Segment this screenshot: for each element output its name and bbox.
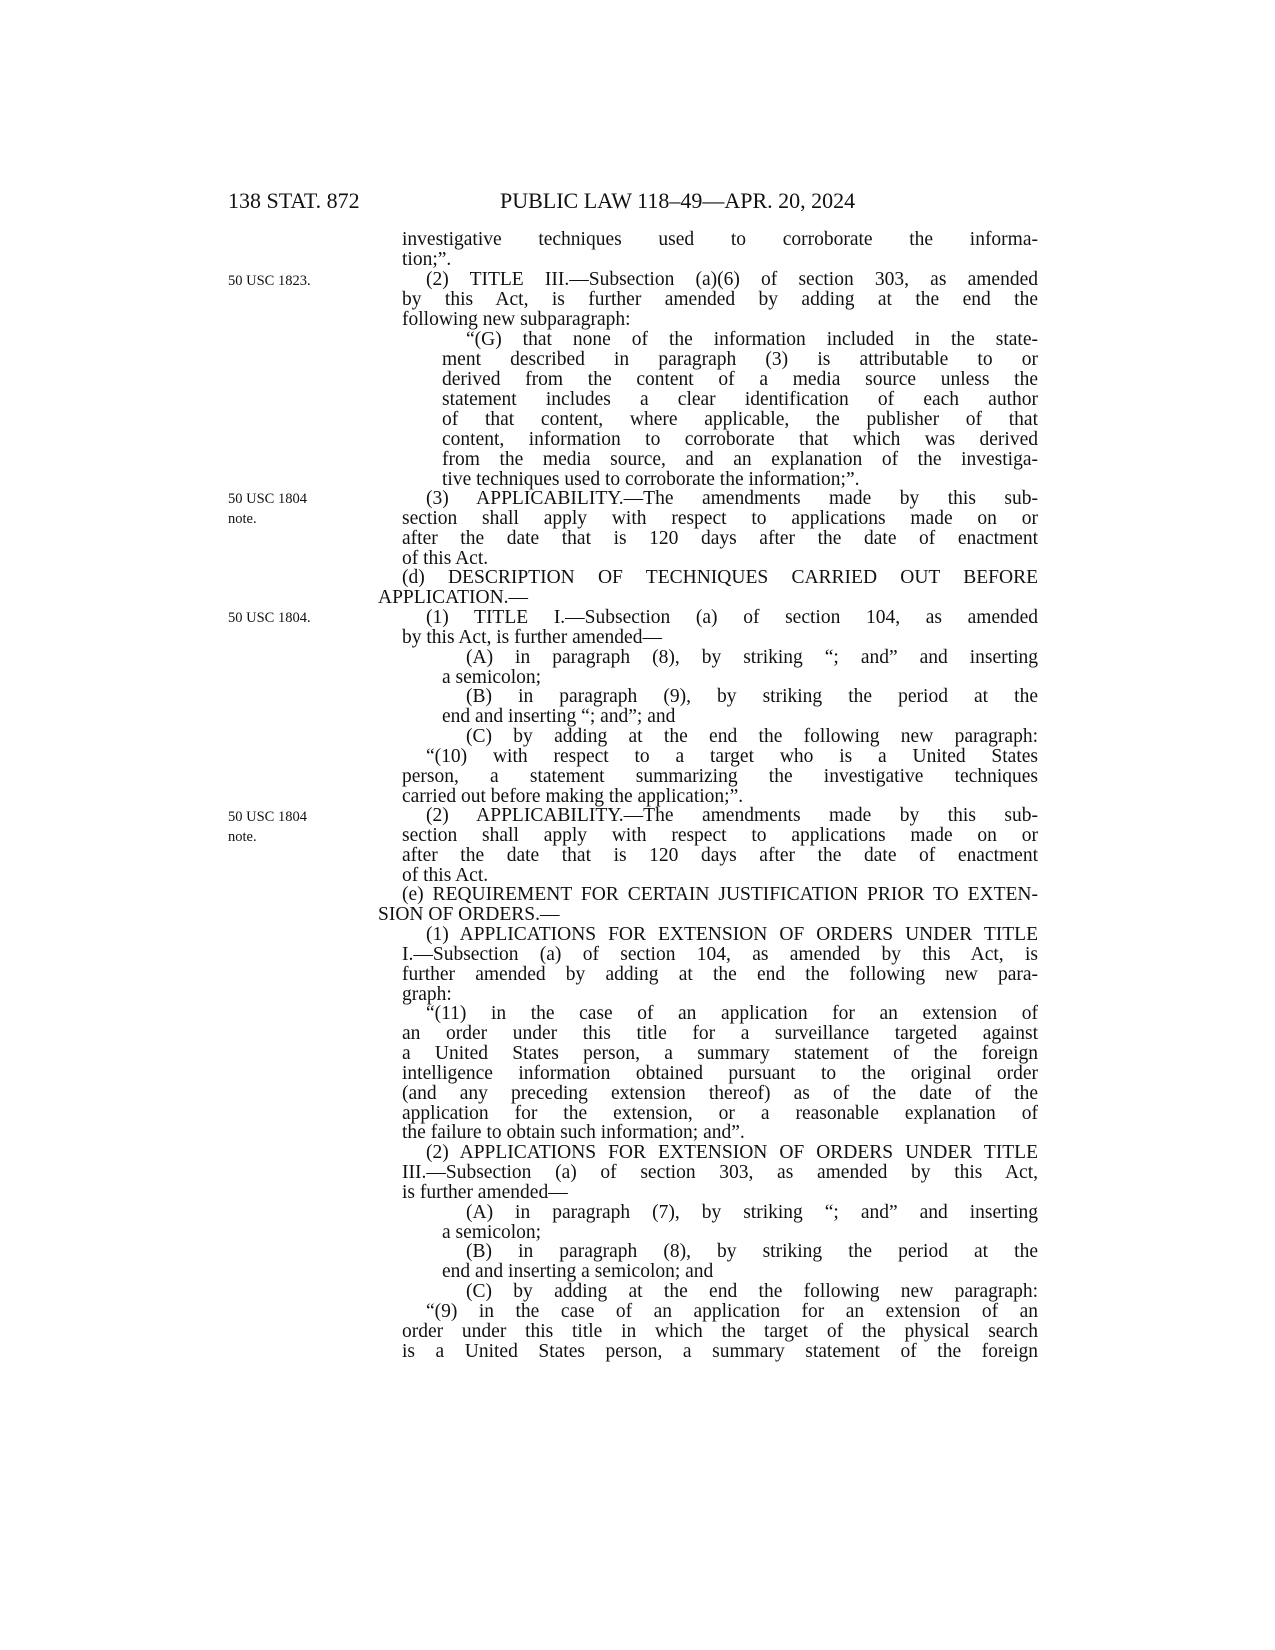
text-line: by this Act, is further amended by adding at the end the: [402, 289, 1038, 310]
text-line: from the media source, and an explanation of the investiga-: [442, 449, 1038, 470]
text-line: III.—Subsection (a) of section 303, as amended by this Act,: [402, 1162, 1038, 1183]
text-line: APPLICATION.—: [378, 587, 529, 608]
text-line: of this Act.: [402, 548, 489, 569]
text-line: after the date that is 120 days after the date of enactment: [402, 845, 1038, 866]
text-line: end and inserting “; and”; and: [442, 706, 676, 727]
text-line: is a United States person, a summary statement of the foreign: [402, 1341, 1038, 1362]
text-line: I.—Subsection (a) of section 104, as amended by this Act, is: [402, 944, 1038, 965]
text-line: (3) APPLICABILITY.—The amendments made by this sub-: [426, 488, 1038, 509]
text-line: tion;”.: [402, 249, 452, 270]
text-line: graph:: [402, 984, 452, 1005]
text-line: (2) APPLICATIONS FOR EXTENSION OF ORDERS UNDER TITLE: [426, 1142, 1038, 1163]
margin-note-usc-1804: 50 USC 1804.: [228, 610, 311, 626]
text-line: (1) TITLE I.—Subsection (a) of section 104, as amended: [426, 607, 1038, 628]
text-line: end and inserting a semicolon; and: [442, 1261, 714, 1282]
text-line: (B) in paragraph (8), by striking the period at the: [466, 1241, 1038, 1262]
text-line: (1) APPLICATIONS FOR EXTENSION OF ORDERS UNDER TITLE: [426, 924, 1038, 945]
text-line: after the date that is 120 days after the date of enactment: [402, 528, 1038, 549]
text-line: of this Act.: [402, 865, 489, 886]
text-line: tive techniques used to corroborate the information;”.: [442, 469, 860, 490]
text-line: (B) in paragraph (9), by striking the period at the: [466, 686, 1038, 707]
text-line: “(9) in the case of an application for an extension of an: [426, 1301, 1038, 1322]
margin-note-usc-1804-note-2: 50 USC 1804 note.: [228, 809, 307, 845]
text-line: (C) by adding at the end the following new paragraph:: [466, 1281, 1038, 1302]
margin-note-usc-1804-note: 50 USC 1804 note.: [228, 491, 307, 527]
margin-note-usc-1823: 50 USC 1823.: [228, 273, 311, 289]
text-line: SION OF ORDERS.—: [378, 904, 560, 925]
text-line: an order under this title for a surveillance targeted against: [402, 1023, 1038, 1044]
text-line: “(G) that none of the information included in the state-: [466, 329, 1038, 350]
text-line: order under this title in which the target of the physical search: [402, 1321, 1038, 1342]
text-line: person, a statement summarizing the investigative techniques: [402, 766, 1038, 787]
text-line: following new subparagraph:: [402, 309, 631, 330]
text-line: by this Act, is further amended—: [402, 627, 662, 648]
text-line: “(10) with respect to a target who is a United States: [426, 746, 1038, 767]
text-line: “(11) in the case of an application for an extension of: [426, 1003, 1038, 1024]
text-line: ment described in paragraph (3) is attributable to or: [442, 349, 1038, 370]
text-line: (2) APPLICABILITY.—The amendments made by this sub-: [426, 805, 1038, 826]
text-line: further amended by adding at the end the following new para-: [402, 964, 1038, 985]
text-line: investigative techniques used to corroborate the informa-: [402, 229, 1038, 250]
text-line: a semicolon;: [442, 667, 542, 688]
text-line: derived from the content of a media source unless the: [442, 369, 1038, 390]
text-line: carried out before making the application;”.: [402, 786, 744, 807]
text-line: intelligence information obtained pursuant to the original order: [402, 1063, 1038, 1084]
page-stat-number: 138 STAT. 872: [228, 188, 360, 213]
text-line: statement includes a clear identification of each author: [442, 389, 1038, 410]
text-line: section shall apply with respect to applications made on or: [402, 825, 1038, 846]
text-line: the failure to obtain such information; and”.: [402, 1122, 745, 1143]
section-heading-d: (d) DESCRIPTION OF TECHNIQUES CARRIED OUT BEFORE: [402, 567, 1038, 588]
text-line: section shall apply with respect to applications made on or: [402, 508, 1038, 529]
text-line: (C) by adding at the end the following new paragraph:: [466, 726, 1038, 747]
section-heading-e: (e) REQUIREMENT FOR CERTAIN JUSTIFICATION PRIOR TO EXTEN-: [402, 884, 1038, 905]
text-line: a semicolon;: [442, 1222, 542, 1243]
text-line: (and any preceding extension thereof) as of the date of the: [402, 1083, 1038, 1104]
text-line: (A) in paragraph (8), by striking “; and” and inserting: [466, 647, 1038, 668]
text-line: content, information to corroborate that which was derived: [442, 429, 1038, 450]
running-header-title: PUBLIC LAW 118–49—APR. 20, 2024: [500, 188, 856, 213]
text-line: (2) TITLE III.—Subsection (a)(6) of section 303, as amended: [426, 269, 1038, 290]
text-line: a United States person, a summary statement of the foreign: [402, 1043, 1038, 1064]
text-line: of that content, where applicable, the publisher of that: [442, 409, 1038, 430]
text-line: is further amended—: [402, 1182, 568, 1203]
text-line: application for the extension, or a reasonable explanation of: [402, 1103, 1038, 1124]
text-line: (A) in paragraph (7), by striking “; and” and inserting: [466, 1202, 1038, 1223]
